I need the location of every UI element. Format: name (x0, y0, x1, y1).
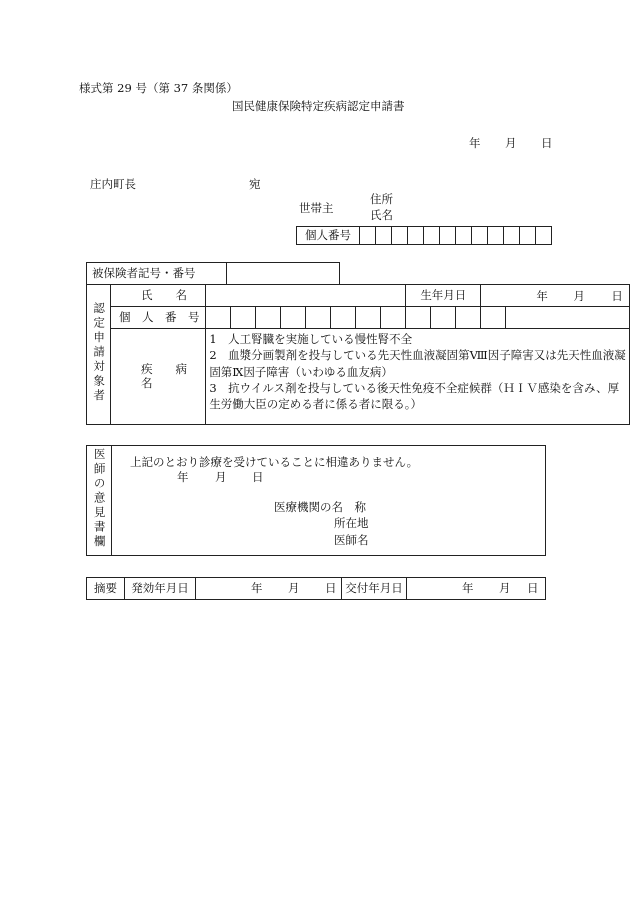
date-month: 月 (505, 136, 517, 150)
my-number-digit[interactable] (424, 227, 440, 245)
my-number-digit[interactable] (520, 227, 536, 245)
issue-date-label: 交付年月日 (342, 578, 407, 600)
my-number-digit[interactable] (440, 227, 456, 245)
doctor-name-label: 医師名 (334, 533, 369, 547)
issue-month: 月 (499, 581, 511, 595)
my-number-digit[interactable] (360, 227, 376, 245)
addressee-suffix: 宛 (249, 177, 261, 191)
subject-my-number-digit[interactable] (306, 307, 331, 329)
disease-list (206, 329, 630, 425)
subject-my-number-digit[interactable] (481, 307, 506, 329)
address-label: 住所 (370, 192, 393, 206)
doctor-date-month: 月 (215, 470, 227, 484)
form-title: 国民健康保険特定疾病認定申請書 (232, 99, 405, 113)
effective-date-label: 発効年月日 (125, 578, 196, 600)
applicant-my-number-label: 個人番号 (297, 227, 360, 245)
summary-label: 摘要 (87, 578, 125, 600)
birth-date-label: 生年月日 (406, 285, 481, 307)
applicant-my-number-table (296, 226, 552, 245)
my-number-digit[interactable] (392, 227, 408, 245)
subject-my-number-digit[interactable] (406, 307, 431, 329)
doctor-opinion-side-label: 医師の意見書欄 (87, 446, 112, 556)
my-number-digit[interactable] (488, 227, 504, 245)
date-year: 年 (469, 136, 481, 150)
institution-name-label: 医療機関の名 称 (274, 500, 366, 514)
subject-name-field[interactable] (206, 285, 406, 307)
effective-year: 年 (251, 581, 263, 595)
my-number-digit[interactable] (376, 227, 392, 245)
subject-my-number-digit[interactable] (231, 307, 256, 329)
my-number-digit[interactable] (536, 227, 552, 245)
summary-table (86, 577, 546, 600)
my-number-digit[interactable] (456, 227, 472, 245)
effective-month: 月 (288, 581, 300, 595)
birth-day-label: 日 (611, 289, 623, 303)
disease-item-1: 1 人工腎臓を実施している慢性腎不全 (209, 332, 413, 346)
subject-my-number-digit[interactable] (206, 307, 231, 329)
doctor-date-day: 日 (252, 470, 264, 484)
birth-date-field[interactable] (481, 285, 630, 307)
my-number-digit[interactable] (504, 227, 520, 245)
issue-day: 日 (527, 581, 539, 595)
effective-day: 日 (325, 581, 337, 595)
certification-table (86, 284, 630, 425)
insured-number-label: 被保険者記号・番号 (87, 263, 227, 285)
subject-name-label: 氏 名 (111, 285, 206, 307)
subject-my-number-digit[interactable] (431, 307, 456, 329)
addressee-name: 庄内町長 (90, 177, 136, 191)
subject-my-number-digit[interactable] (331, 307, 356, 329)
disease-label: 疾 病 名 (111, 329, 206, 425)
insured-number-table (86, 262, 340, 285)
subject-my-number-blank (506, 307, 630, 329)
my-number-digit[interactable] (472, 227, 488, 245)
disease-item-2: 2 血漿分画製剤を投与している先天性血液凝固第Ⅷ因子障害又は先天性血液凝固第Ⅸ因子障害（いわゆる血友病） (209, 348, 626, 379)
birth-month-label: 月 (573, 289, 585, 303)
subject-my-number-digit[interactable] (281, 307, 306, 329)
certification-side-label: 認定申請対象者 (87, 285, 111, 425)
doctor-opinion-body (112, 446, 546, 556)
disease-item-3: 3 抗ウイルス剤を投与している後天性免疫不全症候群（ＨＩＶ感染を含み、厚生労働大臣の定める者に係る者に限る。） (209, 380, 620, 412)
subject-my-number-digit[interactable] (381, 307, 406, 329)
date-day: 日 (541, 136, 553, 150)
doctor-opinion-table (86, 445, 546, 556)
subject-my-number-digit[interactable] (456, 307, 481, 329)
birth-year-label: 年 (536, 289, 548, 303)
subject-my-number-label: 個 人 番 号 (111, 307, 206, 329)
institution-location-label: 所在地 (334, 516, 369, 530)
household-head-label: 世帯主 (299, 201, 334, 215)
issue-date-field[interactable] (407, 578, 546, 600)
subject-my-number-digit[interactable] (356, 307, 381, 329)
effective-date-field[interactable] (196, 578, 342, 600)
doctor-statement: 上記のとおり診療を受けていることに相違ありません。 (130, 455, 419, 469)
insured-number-field[interactable] (227, 263, 340, 285)
doctor-date-year: 年 (177, 470, 189, 484)
form-number: 様式第 29 号（第 37 条関係） (79, 81, 238, 95)
name-label: 氏名 (370, 208, 393, 222)
subject-my-number-digit[interactable] (256, 307, 281, 329)
my-number-digit[interactable] (408, 227, 424, 245)
issue-year: 年 (462, 581, 474, 595)
